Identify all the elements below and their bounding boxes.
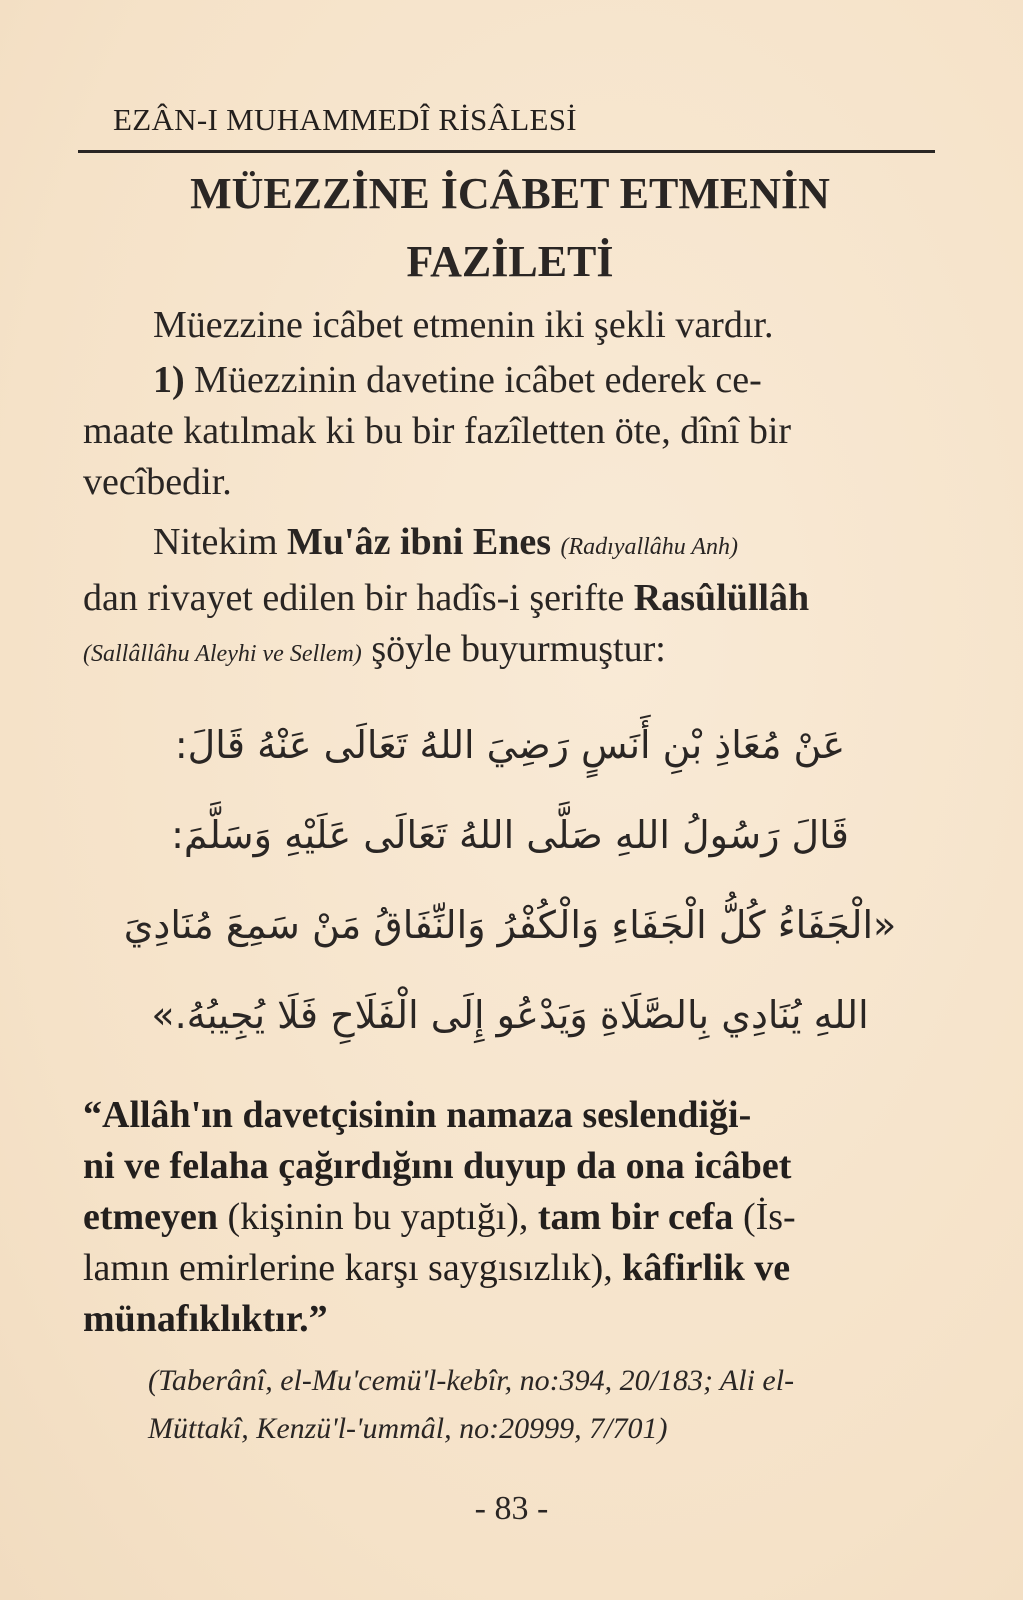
paragraph-3 [83, 517, 933, 680]
paragraph-2-line-1-text: Müezzinin davetine icâbet ederek ce- [194, 359, 762, 401]
paragraph-1 [83, 300, 933, 351]
prophet-name: Rasûlüllâh [633, 577, 810, 619]
translation-line-3-b: (kişinin bu yaptığı), [218, 1196, 538, 1238]
narrator-name: Mu'âz ibni Enes [287, 521, 551, 563]
translation-line-4-b: kâfirlik ve [622, 1247, 791, 1289]
paragraph-3-line-3-text: şöyle buyurmuştur: [361, 628, 666, 670]
translation-line-4-a: lamın emirlerine karşı saygısızlık), [83, 1247, 623, 1289]
arabic-line-3: «الْجَفَاءُ كُلُّ الْجَفَاءِ وَالْكُفْرُ وَالنِّفَاقُ مَنْ سَمِعَ مُنَادِيَ [123, 903, 897, 947]
arabic-line-2: قَالَ رَسُولُ اللهِ صَلَّى اللهُ تَعَالَى عَلَيْهِ وَسَلَّمَ: [171, 813, 849, 857]
paragraph-3-line-2 [83, 573, 933, 624]
paragraph-2 [83, 355, 933, 508]
hadith-translation [83, 1090, 933, 1345]
paragraph-3-line-2-text: dan rivayet edilen bir hadîs-i şerifte [83, 577, 634, 619]
chapter-title [80, 160, 940, 296]
paragraph-3-line-3 [83, 624, 933, 680]
paragraph-2-line-3: vecîbedir. [83, 461, 232, 503]
honorific-sallallahu: (Sallâllâhu Aleyhi ve Sellem) [83, 641, 362, 667]
translation-line-3 [83, 1192, 933, 1243]
translation-line-3-c: tam bir cefa [537, 1196, 734, 1238]
honorific-radiyallahu: (Radıyallâhu Anh) [560, 534, 739, 560]
arabic-hadith [80, 700, 940, 1060]
arabic-line-4: اللهِ يُنَادِي بِالصَّلَاةِ وَيَدْعُو إِلَى الْفَلَاحِ فَلَا يُجِيبُهُ.» [151, 993, 869, 1037]
translation-line-4 [83, 1243, 933, 1294]
translation-line-2: ni ve felaha çağırdığını duyup da ona icâbet [83, 1145, 792, 1187]
source-line-1: (Taberânî, el-Mu'cemü'l-kebîr, no:394, 20/183; Ali el- [148, 1364, 795, 1397]
page-number: - 83 - [474, 1490, 549, 1527]
header-rule [78, 150, 935, 153]
source-citation [148, 1357, 938, 1453]
paragraph-3-line-1-text: Nitekim [153, 521, 288, 563]
paragraph-3-line-1 [83, 517, 933, 573]
paragraph-2-line-1 [83, 355, 933, 406]
translation-line-3-a: etmeyen [83, 1196, 219, 1238]
arabic-line-1: عَنْ مُعَاذِ بْنِ أَنَسٍ رَضِيَ اللهُ تَعَالَى عَنْهُ قَالَ: [174, 723, 846, 767]
translation-line-3-d: (İs- [733, 1196, 796, 1238]
paragraph-1-text: Müezzine icâbet etmenin iki şekli vardır. [153, 304, 774, 346]
paragraph-2-line-2: maate katılmak ki bu bir fazîletten öte, dînî bir [83, 410, 792, 452]
chapter-title-line-2: FAZİLETİ [406, 237, 614, 286]
item-number: 1) [153, 359, 185, 401]
source-line-2: Müttakî, Kenzü'l-'ummâl, no:20999, 7/701) [148, 1412, 668, 1445]
translation-line-5: münafıklıktır.” [83, 1298, 328, 1340]
translation-line-1: “Allâh'ın davetçisinin namaza seslendiği- [83, 1094, 752, 1136]
chapter-title-line-1: MÜEZZİNE İCÂBET ETMENİN [190, 169, 830, 218]
running-header: EZÂN-I MUHAMMEDÎ RİSÂLESİ [113, 102, 577, 137]
